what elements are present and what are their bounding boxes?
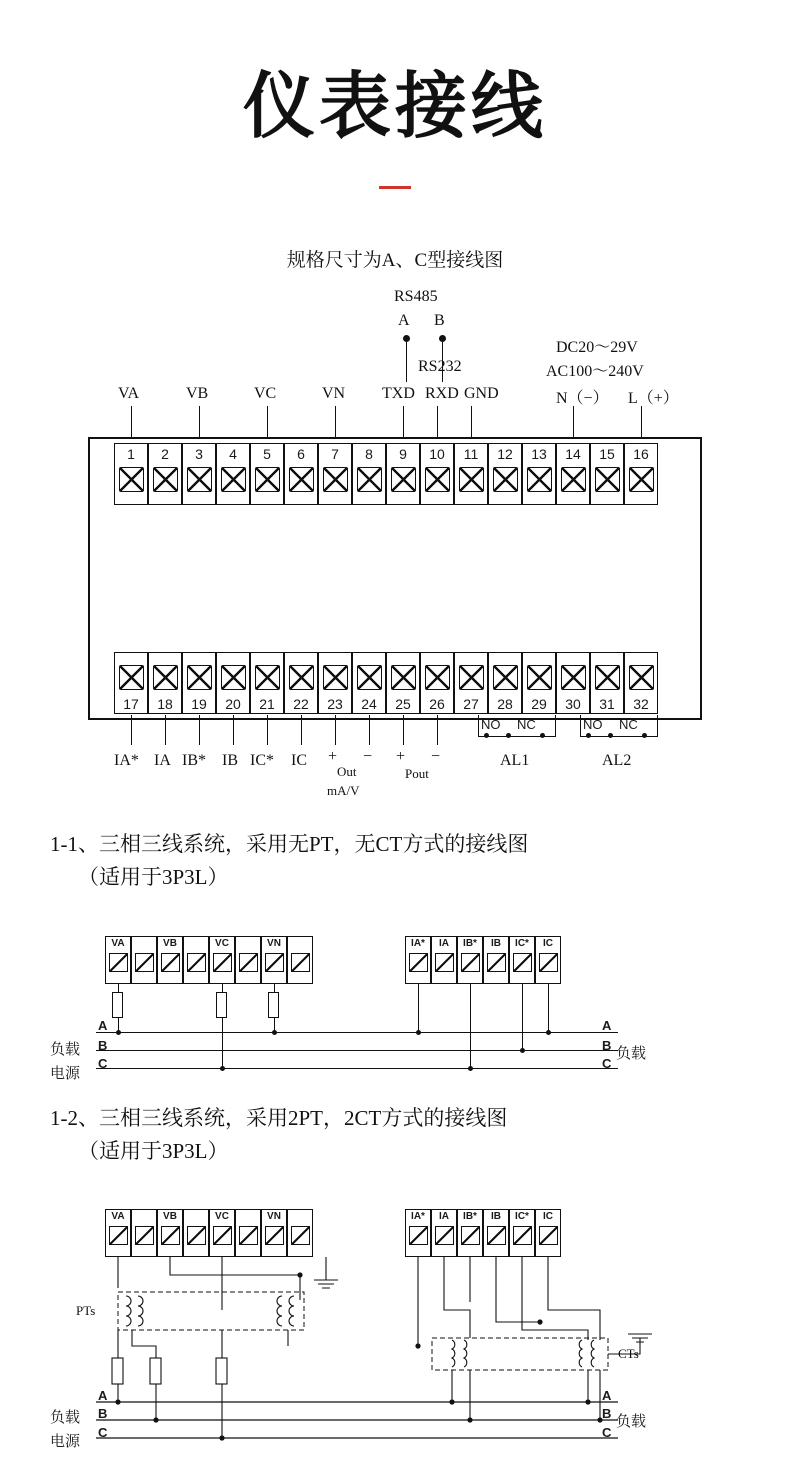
terminal-2[interactable] [148,443,182,505]
terminal-17-number: 17 [123,696,139,712]
lead-ic-star [267,715,268,745]
rs485-a-lead [406,342,407,382]
terminal-5-number: 5 [263,446,271,462]
s1-node-c1 [220,1066,225,1071]
label-va: VA [118,385,140,402]
terminal-27-number: 27 [463,696,479,712]
s1-v-term-3[interactable] [157,936,183,984]
s1-bus-b [96,1050,618,1051]
lead-pout-minus [437,715,438,745]
s1-left-phase-b: B [98,1038,108,1053]
screw-icon [527,467,552,492]
terminal-18[interactable] [148,652,182,714]
screw-icon [289,665,314,690]
section2-wiring-svg [0,1250,790,1478]
relay-al2-com-dot [608,733,613,738]
terminal-30-number: 30 [565,696,581,712]
s1-right-phase-c: C [602,1056,612,1071]
s2-right-phase-a: A [602,1388,612,1403]
label-out-name: Out [337,764,357,779]
relay-al2-nc-label: NC [619,717,638,732]
screw-icon [239,1226,258,1245]
screw-icon [187,1226,206,1245]
screw-icon [255,665,280,690]
terminal-13[interactable] [522,443,556,505]
s1-node-ic [546,1030,551,1035]
terminal-9[interactable] [386,443,420,505]
s1-i-term-5-label: IC* [515,938,529,949]
label-out-plus: + [328,748,338,765]
label-power-l: L（+） [628,390,679,407]
screw-icon [513,953,532,972]
label-ia-star: IA* [114,752,139,769]
relay-al2-no-label: NO [583,717,603,732]
terminal-6-number: 6 [297,446,305,462]
screw-icon [561,665,586,690]
label-rs485: RS485 [394,288,438,305]
screw-icon [135,1226,154,1245]
terminal-21-number: 21 [259,696,275,712]
s1-bus-c [96,1068,618,1069]
terminal-4[interactable] [216,443,250,505]
lead-vb [199,406,200,437]
terminal-29[interactable] [522,652,556,714]
lead-out-minus [369,715,370,745]
s1-right-caption-load: 负载 [616,1046,647,1062]
screw-icon [425,665,450,690]
terminal-19-number: 19 [191,696,207,712]
s1-node-icstar [520,1048,525,1053]
relay-al1-nc-label: NC [517,717,536,732]
terminal-24[interactable] [352,652,386,714]
screw-icon [255,467,280,492]
s2-left-phase-b: B [98,1406,108,1421]
s1-v-term-2[interactable] [131,936,157,984]
terminal-18-number: 18 [157,696,173,712]
lead-gnd [471,406,472,437]
relay-al1-name: AL1 [500,752,530,769]
s2-cts-label: CTs [618,1346,639,1361]
s1-v-term-7-label: VN [267,938,281,949]
screw-icon [493,467,518,492]
s1-fuse-a [112,992,123,1018]
terminal-13-number: 13 [531,446,547,462]
screw-icon [391,665,416,690]
s1-fuse-n [268,992,279,1018]
s1-wire-ic [548,984,549,1032]
label-vn: VN [322,385,346,402]
terminal-25[interactable] [386,652,420,714]
screw-icon [629,467,654,492]
relay-al2-nc-dot [642,733,647,738]
lead-power-n [573,406,574,437]
s2-left-phase-a: A [98,1388,108,1403]
screw-icon [265,1226,284,1245]
terminal-17[interactable] [114,652,148,714]
s1-wire-ic-star [522,984,523,1048]
s2-i-term-4-label: IB [491,1211,501,1222]
s1-wire-vn-drop [274,984,275,992]
screw-icon [561,467,586,492]
terminal-31-number: 31 [599,696,615,712]
s1-left-caption-source: 电源 [50,1066,81,1082]
relay-al1-no-label: NO [481,717,501,732]
s2-i-term-1-label: IA* [411,1211,425,1222]
lead-power-l [641,406,642,437]
label-pout-name: Pout [405,766,429,781]
screw-icon [595,665,620,690]
lead-ib [233,715,234,745]
screw-icon [291,1226,310,1245]
screw-icon [221,467,246,492]
terminal-2-number: 2 [161,446,169,462]
s1-wire-ib-star [470,984,471,1068]
screw-icon [265,953,284,972]
terminal-24-number: 24 [361,696,377,712]
label-rs232: RS232 [418,358,462,375]
screw-icon [527,665,552,690]
screw-icon [459,665,484,690]
screw-icon [493,665,518,690]
s2-left-caption-source: 电源 [50,1434,81,1450]
relay-al1-com-dot [506,733,511,738]
terminal-27[interactable] [454,652,488,714]
s1-v-term-6[interactable] [235,936,261,984]
s1-v-term-4[interactable] [183,936,209,984]
screw-icon [291,953,310,972]
s2-i-term-2-label: IA [439,1211,449,1222]
rs485-a-dot [403,335,410,342]
lead-vc [267,406,268,437]
terminal-3[interactable] [182,443,216,505]
label-txd: TXD [382,385,415,402]
terminal-16[interactable] [624,443,658,505]
s2-i-term-3-label: IB* [463,1211,477,1222]
s2-right-caption-load: 负载 [616,1414,647,1430]
terminal-23-number: 23 [327,696,343,712]
relay-al1-no-dot [484,733,489,738]
screw-icon [289,467,314,492]
terminal-14-number: 14 [565,446,581,462]
terminal-12[interactable] [488,443,522,505]
lead-ia [165,715,166,745]
label-rs485-a: A [398,312,410,329]
screw-icon [629,665,654,690]
rs485-b-dot [439,335,446,342]
screw-icon [487,953,506,972]
s1-node-ib [468,1066,473,1071]
s1-i-term-2-label: IA [439,938,449,949]
terminal-7-number: 7 [331,446,339,462]
screw-icon [161,953,180,972]
s2-v-term-1-label: VA [111,1211,125,1222]
screw-icon [213,1226,232,1245]
s1-i-term-3[interactable] [457,936,483,984]
screw-icon [119,467,144,492]
terminal-7[interactable] [318,443,352,505]
s1-v-term-5[interactable] [209,936,235,984]
label-power-n: N（−） [556,390,609,407]
lead-vn [335,406,336,437]
screw-icon [539,953,558,972]
screw-icon [109,953,128,972]
terminal-4-number: 4 [229,446,237,462]
s1-i-term-4-label: IB [491,938,501,949]
lead-out-plus [335,715,336,745]
s1-i-term-1-label: IA* [411,938,425,949]
terminal-11-number: 11 [463,446,479,462]
s1-wire-va-drop [118,984,119,992]
s2-left-phase-c: C [98,1425,108,1440]
s1-v-term-1-label: VA [111,938,125,949]
s1-v-term-3-label: VB [163,938,177,949]
s1-i-term-1[interactable] [405,936,431,984]
terminal-10[interactable] [420,443,454,505]
terminal-31[interactable] [590,652,624,714]
terminal-12-number: 12 [497,446,513,462]
terminal-28[interactable] [488,652,522,714]
screw-icon [391,467,416,492]
screw-icon [239,953,258,972]
screw-icon [435,953,454,972]
screw-icon [323,665,348,690]
s1-wire-vc-drop2 [222,1018,223,1068]
terminal-6[interactable] [284,443,318,505]
terminal-5[interactable] [250,443,284,505]
s1-wire-ia-star [418,984,419,1032]
s2-i-term-5-label: IC* [515,1211,529,1222]
s1-v-term-7[interactable] [261,936,287,984]
terminal-14[interactable] [556,443,590,505]
label-rs485-b: B [434,312,445,329]
screw-icon [213,953,232,972]
s1-left-phase-a: A [98,1018,108,1033]
lead-rxd [437,406,438,437]
s1-i-term-6-label: IC [543,938,553,949]
lead-ia-star [131,715,132,745]
s2-right-phase-c: C [602,1425,612,1440]
terminal-20-number: 20 [225,696,241,712]
terminal-29-number: 29 [531,696,547,712]
screw-icon [187,665,212,690]
s1-v-term-5-label: VC [215,938,229,949]
screw-icon [539,1226,558,1245]
terminal-8-number: 8 [365,446,373,462]
terminal-15[interactable] [590,443,624,505]
terminal-21[interactable] [250,652,284,714]
section1-subheading: （适用于3P3L） [78,865,229,889]
s1-left-phase-c: C [98,1056,108,1071]
terminal-20[interactable] [216,652,250,714]
lead-ic [301,715,302,745]
screw-icon [513,1226,532,1245]
screw-icon [187,467,212,492]
s1-right-phase-a: A [602,1018,612,1033]
screw-icon [461,1226,480,1245]
terminal-23[interactable] [318,652,352,714]
page-title: 仪表接线 [242,64,547,148]
s2-left-caption-load: 负载 [50,1410,81,1426]
screw-icon [409,953,428,972]
s2-v-term-5-label: VC [215,1211,229,1222]
screw-icon [119,665,144,690]
s1-i-term-6[interactable] [535,936,561,984]
label-ic: IC [291,752,307,769]
s2-i-term-6-label: IC [543,1211,553,1222]
s1-node-ia [416,1030,421,1035]
label-ib-star: IB* [182,752,206,769]
rs485-b-lead [442,342,443,382]
relay-al2-name: AL2 [602,752,632,769]
label-ia: IA [154,752,171,769]
label-rxd: RXD [425,385,459,402]
screw-icon [409,1226,428,1245]
label-pout-minus: − [431,748,441,765]
lead-ib-star [199,715,200,745]
terminal-32-number: 32 [633,696,649,712]
s1-i-term-3-label: IB* [463,938,477,949]
lead-pout-plus [403,715,404,745]
label-out-unit: mA/V [327,783,360,798]
terminal-28-number: 28 [497,696,513,712]
label-out-minus: − [363,748,373,765]
title-divider [379,186,411,189]
screw-icon [487,1226,506,1245]
label-pout-plus: + [396,748,406,765]
terminal-30[interactable] [556,652,590,714]
terminal-26[interactable] [420,652,454,714]
s1-i-term-2[interactable] [431,936,457,984]
terminal-9-number: 9 [399,446,407,462]
section1-heading: 1-1、三相三线系统，采用无PT，无CT方式的接线图 [50,832,529,856]
label-gnd: GND [464,385,499,402]
screw-icon [135,953,154,972]
screw-icon [153,665,178,690]
terminal-1[interactable] [114,443,148,505]
screw-icon [161,1226,180,1245]
terminal-16-number: 16 [633,446,649,462]
label-vb: VB [186,385,209,402]
terminal-25-number: 25 [395,696,411,712]
s1-wire-vc-drop [222,984,223,992]
page-subtitle: 规格尺寸为A、C型接线图 [286,250,504,271]
s1-fuse-c [216,992,227,1018]
section2-heading: 1-2、三相三线系统，采用2PT，2CT方式的接线图 [50,1106,508,1130]
terminal-26-number: 26 [429,696,445,712]
label-ic-star: IC* [250,752,274,769]
s1-right-phase-b: B [602,1038,612,1053]
s2-right-phase-b: B [602,1406,612,1421]
screw-icon [595,467,620,492]
screw-icon [221,665,246,690]
s1-bus-a [96,1032,618,1033]
s1-v-term-8[interactable] [287,936,313,984]
section2-subheading: （适用于3P3L） [78,1139,229,1163]
s2-v-term-7-label: VN [267,1211,281,1222]
screw-icon [425,467,450,492]
s1-left-caption-load: 负载 [50,1042,81,1058]
screw-icon [323,467,348,492]
screw-icon [461,953,480,972]
terminal-22-number: 22 [293,696,309,712]
terminal-15-number: 15 [599,446,615,462]
lead-txd [403,406,404,437]
terminal-10-number: 10 [429,446,445,462]
terminal-22[interactable] [284,652,318,714]
terminal-19[interactable] [182,652,216,714]
relay-al1-nc-dot [540,733,545,738]
screw-icon [435,1226,454,1245]
screw-icon [109,1226,128,1245]
label-vc: VC [254,385,277,402]
label-dc-range: DC20～29V [556,339,638,356]
screw-icon [357,467,382,492]
s2-pts-label: PTs [76,1303,96,1318]
s1-v-term-1[interactable] [105,936,131,984]
label-ib: IB [222,752,238,769]
terminal-11[interactable] [454,443,488,505]
screw-icon [357,665,382,690]
terminal-1-number: 1 [127,446,135,462]
screw-icon [459,467,484,492]
lead-va [131,406,132,437]
relay-al2-no-dot [586,733,591,738]
terminal-32[interactable] [624,652,658,714]
screw-icon [187,953,206,972]
s1-node-a2 [272,1030,277,1035]
s1-node-a1 [116,1030,121,1035]
s1-i-term-5[interactable] [509,936,535,984]
terminal-8[interactable] [352,443,386,505]
s2-v-term-3-label: VB [163,1211,177,1222]
screw-icon [153,467,178,492]
terminal-3-number: 3 [195,446,203,462]
label-ac-range: AC100～240V [546,363,644,380]
s1-i-term-4[interactable] [483,936,509,984]
